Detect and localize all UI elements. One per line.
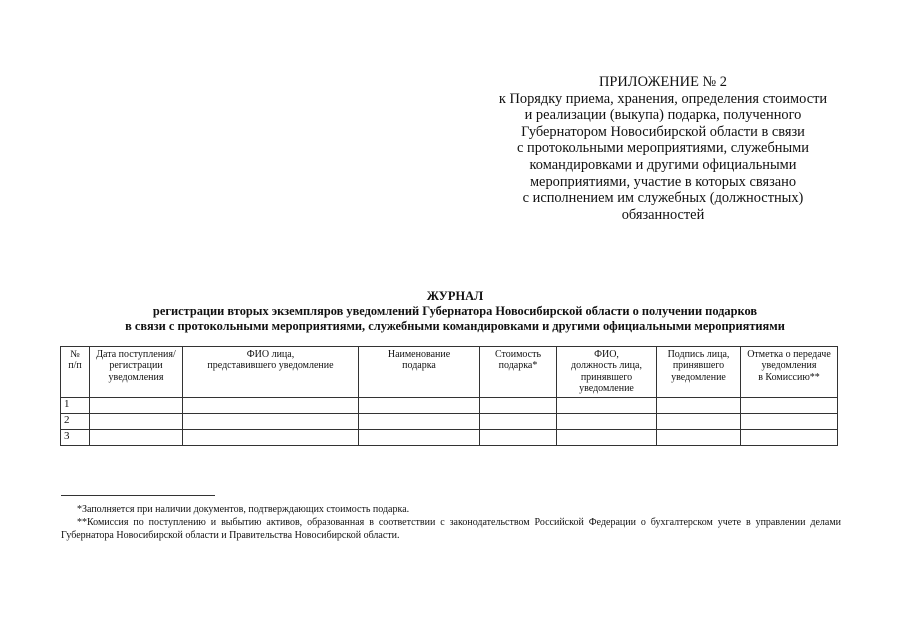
table-cell[interactable] xyxy=(480,413,557,429)
table-header-row xyxy=(61,347,838,398)
table-cell[interactable] xyxy=(557,413,657,429)
table-cell[interactable] xyxy=(90,413,183,429)
table-cell[interactable] xyxy=(741,413,838,429)
col-header-signature: Подпись лица, принявшего уведомление xyxy=(657,347,741,398)
table-row xyxy=(61,397,838,413)
table-cell[interactable] xyxy=(557,429,657,445)
table-cell[interactable] xyxy=(90,397,183,413)
col-header-receiver: ФИО, должность лица, принявшего уведомление xyxy=(557,347,657,398)
table-row xyxy=(61,413,838,429)
footnotes xyxy=(61,503,841,542)
table-cell[interactable] xyxy=(183,413,359,429)
table-cell[interactable] xyxy=(657,413,741,429)
journal-subtitle-line-1: регистрации вторых экземпляров уведомлений Губернатора Новосибирской области о получении подарков xyxy=(152,304,758,318)
footnote-2: **Комиссия по поступлению и выбытию активов, образованная в соответствии с законодательством Российской Федерации о бухгалтерском учете в управлении делами Губернатора Новосибирской области и Правительства Новосибирской области. xyxy=(61,517,841,541)
row-number: 1 xyxy=(61,397,90,413)
table-cell[interactable] xyxy=(90,429,183,445)
table-cell[interactable] xyxy=(557,397,657,413)
col-header-submitter: ФИО лица, представившего уведомление xyxy=(183,347,359,398)
appendix-line: к Порядку приема, хранения, определения стоимости xyxy=(498,90,828,107)
table-cell[interactable] xyxy=(359,397,480,413)
row-number: 3 xyxy=(61,429,90,445)
col-header-gift-cost: Стоимость подарка* xyxy=(480,347,557,398)
table-cell[interactable] xyxy=(480,429,557,445)
journal-subtitle-line-2: в связи с протокольными мероприятиями, служебными командировками и другими официальными мероприятиями xyxy=(125,319,785,333)
table-cell[interactable] xyxy=(480,397,557,413)
table-row xyxy=(61,429,838,445)
appendix-heading: ПРИЛОЖЕНИЕ № 2 xyxy=(599,74,727,90)
appendix-block xyxy=(478,74,848,223)
journal-heading xyxy=(40,289,870,334)
table-cell[interactable] xyxy=(183,429,359,445)
table-cell[interactable] xyxy=(741,429,838,445)
footnote-separator xyxy=(61,495,215,496)
table-cell[interactable] xyxy=(657,397,741,413)
col-header-date: Дата поступления/ регистрации уведомления xyxy=(90,347,183,398)
row-number: 2 xyxy=(61,413,90,429)
table-cell[interactable] xyxy=(183,397,359,413)
registration-table xyxy=(60,346,838,446)
footnote-1: *Заполняется при наличии документов, подтверждающих стоимость подарка. xyxy=(77,504,410,515)
appendix-line: с протокольными мероприятиями, служебными xyxy=(517,140,809,157)
journal-title: ЖУРНАЛ xyxy=(426,289,484,303)
appendix-line: командировками и другими официальными xyxy=(529,156,797,173)
col-header-number: № п/п xyxy=(61,347,90,398)
table-cell[interactable] xyxy=(741,397,838,413)
appendix-line: и реализации (выкупа) подарка, полученного xyxy=(524,107,802,124)
table-cell[interactable] xyxy=(359,429,480,445)
appendix-line: Губернатором Новосибирской области в связи xyxy=(521,123,805,140)
appendix-line: мероприятиями, участие в которых связано xyxy=(529,173,797,190)
appendix-line: обязанностей xyxy=(621,206,705,223)
col-header-gift-name: Наименование подарка xyxy=(359,347,480,398)
table-cell[interactable] xyxy=(359,413,480,429)
table-cell[interactable] xyxy=(657,429,741,445)
col-header-commission-mark: Отметка о передаче уведомления в Комиссию** xyxy=(741,347,838,398)
appendix-line: с исполнением им служебных (должностных) xyxy=(522,190,804,207)
